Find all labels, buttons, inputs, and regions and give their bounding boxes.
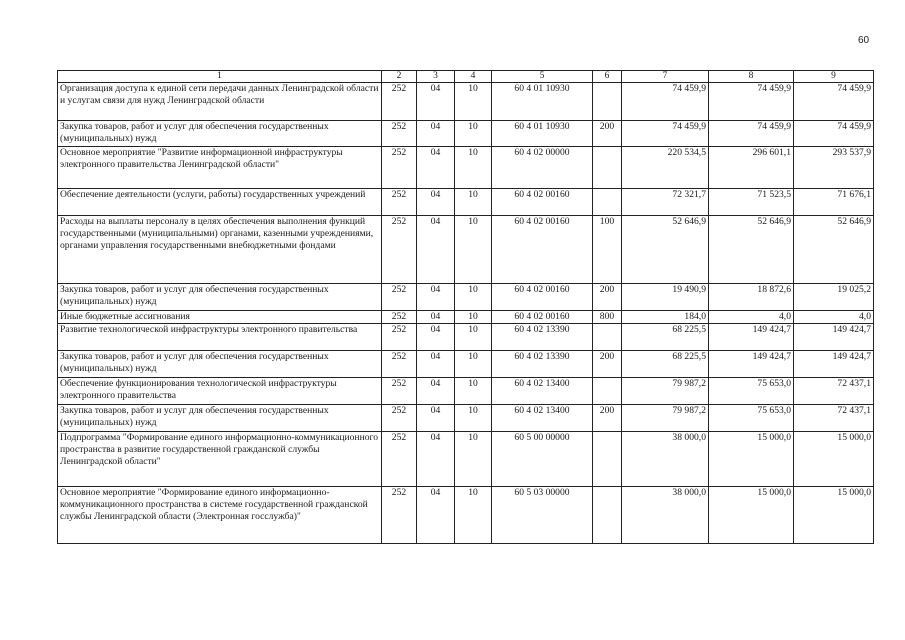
cell-target-code: 60 4 02 00160 bbox=[492, 189, 593, 216]
row-name: Подпрограмма "Формирование единого информационно-коммуникационного пространства в развитие государственной гражданской службы Ленинградской области" bbox=[58, 432, 382, 487]
cell-amount-2: 15 000,0 bbox=[709, 487, 794, 544]
cell-admin-code: 252 bbox=[382, 216, 417, 284]
row-name: Развитие технологической инфраструктуры электронного правительства bbox=[58, 324, 382, 351]
cell-amount-3: 4,0 bbox=[794, 311, 874, 324]
column-header: 3 bbox=[417, 71, 455, 83]
cell-section: 04 bbox=[417, 351, 455, 378]
cell-subsection: 10 bbox=[455, 311, 492, 324]
cell-amount-3: 72 437,1 bbox=[794, 378, 874, 405]
cell-amount-1: 74 459,9 bbox=[622, 83, 709, 121]
cell-section: 04 bbox=[417, 311, 455, 324]
cell-expense-type bbox=[593, 189, 622, 216]
cell-section: 04 bbox=[417, 216, 455, 284]
cell-admin-code: 252 bbox=[382, 432, 417, 487]
cell-expense-type: 200 bbox=[593, 284, 622, 311]
cell-admin-code: 252 bbox=[382, 324, 417, 351]
cell-amount-3: 19 025,2 bbox=[794, 284, 874, 311]
cell-amount-2: 74 459,9 bbox=[709, 121, 794, 147]
cell-amount-2: 75 653,0 bbox=[709, 405, 794, 432]
row-name: Закупка товаров, работ и услуг для обеспечения государственных (муниципальных) нужд bbox=[58, 351, 382, 378]
cell-expense-type: 200 bbox=[593, 121, 622, 147]
cell-target-code: 60 4 01 10930 bbox=[492, 121, 593, 147]
cell-subsection: 10 bbox=[455, 487, 492, 544]
table-row bbox=[58, 351, 874, 378]
cell-amount-2: 75 653,0 bbox=[709, 378, 794, 405]
cell-section: 04 bbox=[417, 147, 455, 189]
cell-amount-2: 149 424,7 bbox=[709, 324, 794, 351]
table-row bbox=[58, 378, 874, 405]
cell-amount-3: 74 459,9 bbox=[794, 83, 874, 121]
table-row bbox=[58, 432, 874, 487]
table-row bbox=[58, 324, 874, 351]
cell-subsection: 10 bbox=[455, 432, 492, 487]
cell-subsection: 10 bbox=[455, 216, 492, 284]
cell-admin-code: 252 bbox=[382, 405, 417, 432]
cell-target-code: 60 5 03 00000 bbox=[492, 487, 593, 544]
cell-amount-3: 149 424,7 bbox=[794, 324, 874, 351]
column-header: 9 bbox=[794, 71, 874, 83]
row-name: Иные бюджетные ассигнования bbox=[58, 311, 382, 324]
column-header: 8 bbox=[709, 71, 794, 83]
table-row bbox=[58, 405, 874, 432]
cell-target-code: 60 4 02 00160 bbox=[492, 216, 593, 284]
cell-amount-1: 38 000,0 bbox=[622, 432, 709, 487]
table-row bbox=[58, 147, 874, 189]
table-row bbox=[58, 487, 874, 544]
column-header: 1 bbox=[58, 71, 382, 83]
cell-admin-code: 252 bbox=[382, 378, 417, 405]
cell-subsection: 10 bbox=[455, 324, 492, 351]
page-number: 60 bbox=[858, 35, 870, 46]
cell-expense-type bbox=[593, 432, 622, 487]
cell-admin-code: 252 bbox=[382, 311, 417, 324]
cell-amount-1: 72 321,7 bbox=[622, 189, 709, 216]
budget-table bbox=[57, 70, 874, 544]
cell-amount-1: 74 459,9 bbox=[622, 121, 709, 147]
cell-amount-1: 79 987,2 bbox=[622, 378, 709, 405]
cell-target-code: 60 4 02 13390 bbox=[492, 324, 593, 351]
cell-amount-3: 15 000,0 bbox=[794, 487, 874, 544]
cell-amount-3: 72 437,1 bbox=[794, 405, 874, 432]
cell-amount-1: 52 646,9 bbox=[622, 216, 709, 284]
cell-target-code: 60 4 02 00160 bbox=[492, 284, 593, 311]
cell-section: 04 bbox=[417, 189, 455, 216]
cell-section: 04 bbox=[417, 121, 455, 147]
table-row bbox=[58, 189, 874, 216]
cell-section: 04 bbox=[417, 83, 455, 121]
cell-admin-code: 252 bbox=[382, 121, 417, 147]
cell-amount-3: 293 537,9 bbox=[794, 147, 874, 189]
cell-amount-1: 79 987,2 bbox=[622, 405, 709, 432]
cell-amount-1: 68 225,5 bbox=[622, 324, 709, 351]
cell-amount-2: 71 523,5 bbox=[709, 189, 794, 216]
cell-amount-1: 19 490,9 bbox=[622, 284, 709, 311]
cell-amount-2: 18 872,6 bbox=[709, 284, 794, 311]
cell-admin-code: 252 bbox=[382, 83, 417, 121]
row-name: Основное мероприятие "Формирование единого информационно-коммуникационного пространства в системе государственной гражданской службы Ленинградской области (Электронная госслужба)" bbox=[58, 487, 382, 544]
cell-amount-1: 38 000,0 bbox=[622, 487, 709, 544]
table-row bbox=[58, 284, 874, 311]
row-name: Обеспечение функционирования технологической инфраструктуры электронного правительства bbox=[58, 378, 382, 405]
cell-amount-2: 15 000,0 bbox=[709, 432, 794, 487]
cell-target-code: 60 5 00 00000 bbox=[492, 432, 593, 487]
cell-amount-3: 15 000,0 bbox=[794, 432, 874, 487]
cell-amount-2: 296 601,1 bbox=[709, 147, 794, 189]
row-name: Закупка товаров, работ и услуг для обеспечения государственных (муниципальных) нужд bbox=[58, 121, 382, 147]
table-row bbox=[58, 121, 874, 147]
cell-expense-type bbox=[593, 147, 622, 189]
column-header: 6 bbox=[593, 71, 622, 83]
cell-amount-2: 74 459,9 bbox=[709, 83, 794, 121]
cell-expense-type: 800 bbox=[593, 311, 622, 324]
cell-subsection: 10 bbox=[455, 189, 492, 216]
cell-amount-3: 74 459,9 bbox=[794, 121, 874, 147]
row-name: Организация доступа к единой сети передачи данных Ленинградской области и услугам связи для нужд Ленинградской области bbox=[58, 83, 382, 121]
cell-admin-code: 252 bbox=[382, 189, 417, 216]
cell-subsection: 10 bbox=[455, 405, 492, 432]
column-header: 2 bbox=[382, 71, 417, 83]
cell-section: 04 bbox=[417, 432, 455, 487]
cell-target-code: 60 4 02 13390 bbox=[492, 351, 593, 378]
cell-subsection: 10 bbox=[455, 284, 492, 311]
cell-section: 04 bbox=[417, 405, 455, 432]
row-name: Основное мероприятие "Развитие информационной инфраструктуры электронного правительства Ленинградской области" bbox=[58, 147, 382, 189]
cell-amount-2: 149 424,7 bbox=[709, 351, 794, 378]
row-name: Закупка товаров, работ и услуг для обеспечения государственных (муниципальных) нужд bbox=[58, 284, 382, 311]
cell-subsection: 10 bbox=[455, 121, 492, 147]
cell-expense-type bbox=[593, 324, 622, 351]
table-row bbox=[58, 216, 874, 284]
cell-admin-code: 252 bbox=[382, 147, 417, 189]
cell-amount-3: 71 676,1 bbox=[794, 189, 874, 216]
cell-target-code: 60 4 01 10930 bbox=[492, 83, 593, 121]
cell-target-code: 60 4 02 13400 bbox=[492, 405, 593, 432]
cell-expense-type bbox=[593, 378, 622, 405]
cell-section: 04 bbox=[417, 324, 455, 351]
cell-amount-3: 149 424,7 bbox=[794, 351, 874, 378]
row-name: Обеспечение деятельности (услуги, работы) государственных учреждений bbox=[58, 189, 382, 216]
column-header: 7 bbox=[622, 71, 709, 83]
row-name: Закупка товаров, работ и услуг для обеспечения государственных (муниципальных) нужд bbox=[58, 405, 382, 432]
column-header: 5 bbox=[492, 71, 593, 83]
cell-section: 04 bbox=[417, 284, 455, 311]
cell-expense-type bbox=[593, 487, 622, 544]
cell-amount-2: 4,0 bbox=[709, 311, 794, 324]
cell-amount-1: 184,0 bbox=[622, 311, 709, 324]
row-name: Расходы на выплаты персоналу в целях обеспечения выполнения функций государственными (муниципальными) органами, казенными учреждениями, органами управления государственными внебюджетными фондами bbox=[58, 216, 382, 284]
column-header: 4 bbox=[455, 71, 492, 83]
cell-amount-1: 220 534,5 bbox=[622, 147, 709, 189]
cell-target-code: 60 4 02 00160 bbox=[492, 311, 593, 324]
cell-subsection: 10 bbox=[455, 147, 492, 189]
column-number-row bbox=[58, 71, 874, 83]
cell-section: 04 bbox=[417, 378, 455, 405]
cell-amount-1: 68 225,5 bbox=[622, 351, 709, 378]
table-row bbox=[58, 83, 874, 121]
cell-subsection: 10 bbox=[455, 83, 492, 121]
cell-expense-type bbox=[593, 83, 622, 121]
cell-section: 04 bbox=[417, 487, 455, 544]
cell-subsection: 10 bbox=[455, 351, 492, 378]
cell-target-code: 60 4 02 13400 bbox=[492, 378, 593, 405]
cell-expense-type: 100 bbox=[593, 216, 622, 284]
cell-target-code: 60 4 02 00000 bbox=[492, 147, 593, 189]
cell-amount-3: 52 646,9 bbox=[794, 216, 874, 284]
cell-expense-type: 200 bbox=[593, 405, 622, 432]
table-row bbox=[58, 311, 874, 324]
cell-subsection: 10 bbox=[455, 378, 492, 405]
cell-expense-type: 200 bbox=[593, 351, 622, 378]
cell-amount-2: 52 646,9 bbox=[709, 216, 794, 284]
cell-admin-code: 252 bbox=[382, 351, 417, 378]
cell-admin-code: 252 bbox=[382, 487, 417, 544]
cell-admin-code: 252 bbox=[382, 284, 417, 311]
